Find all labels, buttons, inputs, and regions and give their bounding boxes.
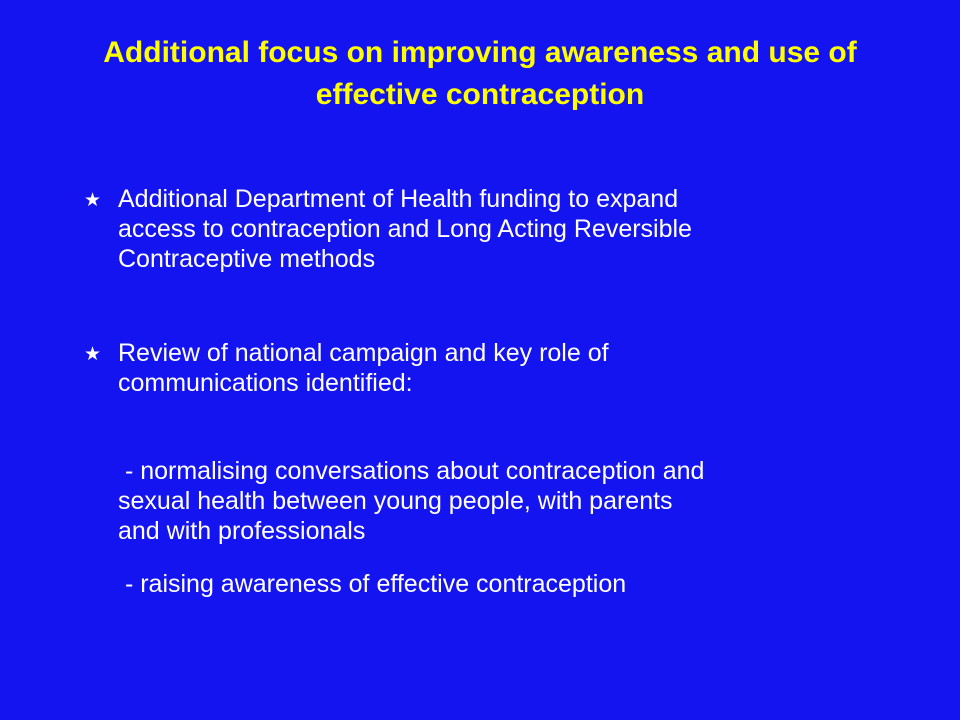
bullet-text (118, 338, 878, 398)
star-icon: ★ (84, 344, 102, 365)
slide-title (0, 32, 960, 116)
title-line: Additional focus on improving awareness and use of (103, 36, 857, 69)
sub-point-line: - raising awareness of effective contraception (118, 570, 627, 598)
bullet-line: Review of national campaign and key role of (118, 339, 609, 367)
sub-point-line: - normalising conversations about contraception and (118, 457, 705, 485)
sub-point-line: and with professionals (118, 517, 366, 545)
title-line: effective contraception (315, 78, 645, 111)
bullet-line: communications identified: (118, 369, 413, 397)
bullet-line: access to contraception and Long Acting Reversible (118, 215, 692, 243)
bullet-line: Contraceptive methods (118, 245, 376, 273)
sub-point-line: sexual health between young people, with parents (118, 487, 673, 515)
sub-point (118, 456, 898, 546)
bullet-line: Additional Department of Health funding to expand (118, 185, 679, 213)
star-icon: ★ (84, 190, 102, 211)
bullet-text (118, 184, 878, 274)
sub-point (118, 569, 898, 599)
